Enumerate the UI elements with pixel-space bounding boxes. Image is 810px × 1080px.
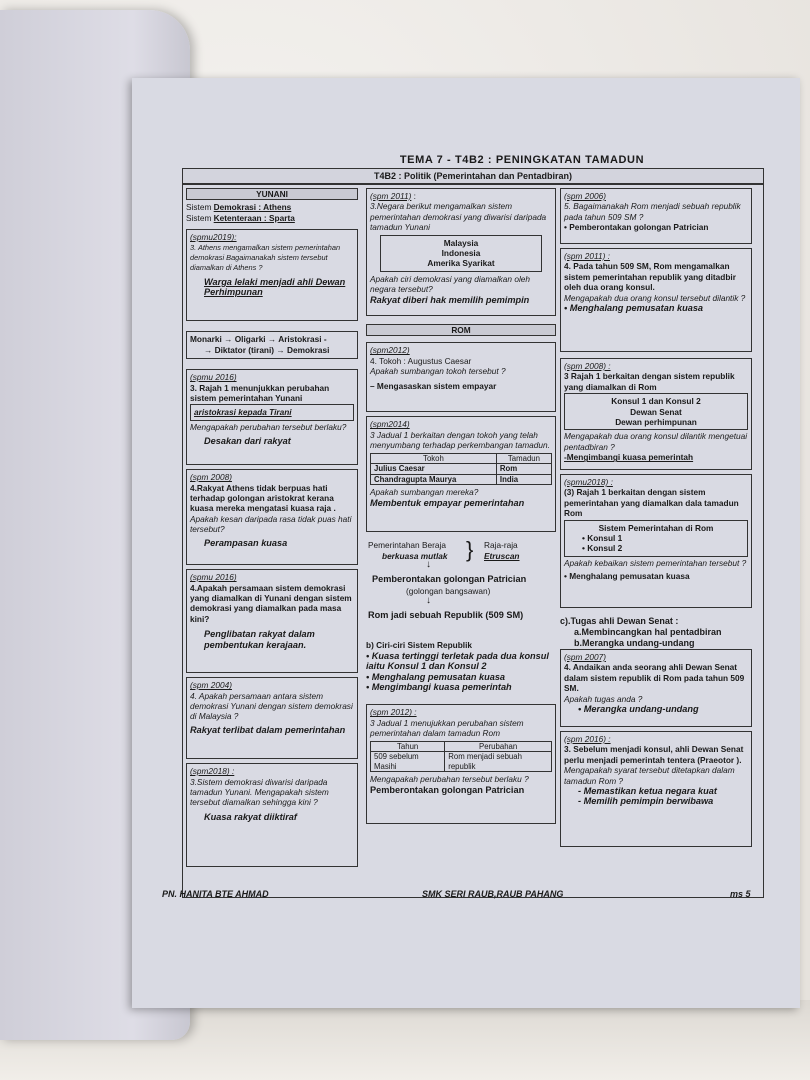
question-text: (3) Rajah 1 berkaitan dengan sistem pemerintahan yang diamalkan dala tamadun Rom <box>564 487 739 519</box>
arrow-down-icon: ↓ <box>426 559 431 571</box>
answer-text: Kuasa rakyat diiktiraf <box>204 811 297 822</box>
answer-text: - Memilih pemimpin berwibawa <box>578 796 714 807</box>
question-prompt: Mengapakah syarat tersebut ditetapkan dalam tamadun Rom ? <box>564 765 735 786</box>
answer-text: Desakan dari rakyat <box>204 436 291 447</box>
answer-text: Penglibatan rakyat dalam pembentukan kerajaan. <box>204 629 315 650</box>
question-dua-konsul <box>560 248 752 352</box>
answer-text: • Menghalang pemusatan kuasa <box>564 303 704 314</box>
question-text: 4. Apakah persamaan antara sistem demokrasi Yunani dengan sistem demokrasi di Malaysia ? <box>190 690 353 722</box>
question-text: 3.Sistem demokrasi diwarisi daripada tamadun Yunani. Mengapakah sistem tersebut diamalkan sehingga kini ? <box>190 776 329 808</box>
question-kebaikan <box>560 474 752 608</box>
page-subtitle: T4B2 : Politik (Pemerintahan dan Pentadbiran) <box>182 168 764 184</box>
answer-text: • Pemberontakan golongan Patrician <box>564 222 709 233</box>
column-yunani <box>186 188 358 871</box>
answer-text: Pemberontakan golongan Patrician <box>370 784 525 795</box>
ciri-title: b) Ciri-ciri Sistem Republik <box>366 640 473 651</box>
question-text: 4. Tokoh : Augustus Caesar <box>370 355 472 366</box>
tugas-title: c).Tugas ahli Dewan Senat : <box>560 616 679 626</box>
question-text: 5. Bagaimanakah Rom menjadi sebuah republik pada tahun 509 SM ? <box>564 201 741 222</box>
brace-icon: } <box>466 537 474 563</box>
footer-page: ms 5 <box>730 889 751 899</box>
question-prompt: Apakah ciri demokrasi yang diamalkan oleh negara tersebut? <box>370 273 531 295</box>
question-prompt: Apakah sumbangan tokoh tersebut ? <box>370 366 506 377</box>
question-prompt: Mengapakah perubahan tersebut berlaku ? <box>370 774 529 785</box>
list-item: Dewan perhimpunan <box>615 417 697 428</box>
table-header: Tamadun <box>496 453 551 464</box>
list-item: Konsul 1 dan Konsul 2 <box>611 396 701 407</box>
chain-line-2: → Diktator (tirani) → Demokrasi <box>204 344 330 355</box>
list-item: • Mengimbangi kuasa pemerintah <box>366 682 512 693</box>
rom-header: ROM <box>366 324 556 336</box>
column-rom-1 <box>366 188 556 828</box>
answer-text: - Memastikan ketua negara kuat <box>578 786 717 797</box>
question-text: 3.Negara berikut mengamalkan sistem pemerintahan demokrasi yang diwarisi daripada tamadun Yunani <box>370 201 547 233</box>
question-prompt: Apakah kesan daripada rasa tidak puas hati tersebut? <box>190 513 352 535</box>
question-tugas <box>560 649 752 727</box>
chain-line-1: Monarki → Oligarki → Aristokrasi - <box>190 334 327 345</box>
question-text: 3. Rajah 1 menunjukkan perubahan sistem pemerintahan Yunani <box>190 382 330 404</box>
question-prompt: Apakah tugas anda ? <box>564 693 643 704</box>
answer-text: Rakyat terlibat dalam pemerintahan <box>190 724 346 735</box>
question-tag: (spm 2004) <box>190 680 232 691</box>
book-page <box>132 78 800 1008</box>
answer-text: – Mengasaskan sistem empayar <box>370 380 497 391</box>
figure-box: aristokrasi kepada Tirani <box>190 404 354 420</box>
question-aristokrat <box>186 469 358 565</box>
figure-title: Sistem Pemerintahan di Rom <box>598 522 714 533</box>
answer-text: Membentuk empayar pemerintahan <box>370 497 525 508</box>
table-header: Tokoh <box>371 453 497 464</box>
question-tag: (spm 2011) : <box>564 251 610 261</box>
list-item: Dewan Senat <box>630 406 682 417</box>
list-item: • Kuasa tertinggi terletak pada dua konsul iaitu Konsul 1 dan Konsul 2 <box>366 650 549 672</box>
sistem-demokrasi: Sistem Demokrasi : Athens <box>186 202 292 213</box>
arrow-down-icon: ↓ <box>426 595 431 607</box>
answer-text: -Mengimbangi kuasa pemerintah <box>564 452 694 463</box>
sistem-chain <box>186 331 358 359</box>
answer-text: Warga lelaki menjadi ahli Dewan Perhimpunan <box>204 276 346 298</box>
question-text: 3 Jadual 1 menujukkan perubahan sistem pemerintahan dalam tamadun Rom <box>370 717 524 739</box>
page-title: TEMA 7 - T4B2 : PENINGKATAN TAMADUN <box>399 154 645 166</box>
question-republik-509 <box>560 188 752 244</box>
tugas-senat <box>560 616 752 649</box>
yunani-header: YUNANI <box>186 188 358 200</box>
flow-mid: Pemberontakan golongan Patrician <box>372 574 527 585</box>
question-tag: (spm 2012) : <box>370 707 417 718</box>
question-tag: (spmu2018) : <box>564 477 613 487</box>
answer-text: Perampasan kuasa <box>204 537 288 548</box>
table-cell: Julius Caesar <box>371 464 497 475</box>
answer-text: • Menghalang pemusatan kuasa <box>564 571 690 582</box>
question-persamaan-malaysia <box>186 677 358 759</box>
flow-end: Rom jadi sebuah Republik (509 SM) <box>368 610 524 621</box>
question-perubahan <box>186 369 358 465</box>
flow-mid-sub: (golongan bangsawan) <box>406 586 491 597</box>
list-item: Malaysia <box>443 237 479 248</box>
table-cell: Chandragupta Maurya <box>371 474 497 485</box>
table-cell: 509 sebelum Masihi <box>371 752 445 772</box>
question-text: 4.Apakah persamaan sistem demokrasi yang diamalkan di Yunani dengan sistem demokrasi yang diamalkan pada masa kini? <box>190 582 352 624</box>
list-item: Indonesia <box>441 248 481 259</box>
footer-school: SMK SERI RAUB,RAUB PAHANG <box>422 889 564 899</box>
question-text: 4. Andaikan anda seorang ahli Dewan Senat dalam sistem republik di Rom pada tahun 509 SM. <box>564 662 745 694</box>
list-item: Amerika Syarikat <box>427 258 495 269</box>
column-rom-2 <box>560 188 752 851</box>
table-header: Tahun <box>371 741 445 752</box>
question-prompt: Mengapakah dua orang konsul dilantik mengetuai pentadbiran ? <box>564 431 748 452</box>
question-tag: (spm 2011) <box>370 191 412 201</box>
question-augustus <box>366 342 556 412</box>
question-tag: (spmu 2016) <box>190 372 237 383</box>
country-list <box>380 235 542 272</box>
question-diwarisi <box>186 763 358 867</box>
table-cell: Rom <box>496 464 551 475</box>
question-tag: (spm2012) <box>370 345 410 356</box>
question-text: 4.Rakyat Athens tidak berpuas hati terhadap golongan aristokrat kerana kuasa mereka mengatasi kuasa raja . <box>190 482 336 514</box>
table-header: Perubahan <box>445 741 552 752</box>
question-prompt: Apakah sumbangan mereka? <box>370 487 479 498</box>
ciri-republik <box>366 640 556 692</box>
republik-figure <box>564 393 748 430</box>
perubahan-table <box>370 741 552 773</box>
question-tag: (spm 2016) : <box>564 734 611 744</box>
question-prompt: Mengapakah dua orang konsul tersebut dilantik ? <box>564 292 746 303</box>
question-perubahan-rom <box>366 704 556 824</box>
list-item: b.Merangka undang-undang <box>574 638 695 648</box>
answer-text: Rakyat diberi hak memilih pemimpin <box>370 294 530 305</box>
question-athens <box>186 229 358 321</box>
question-tag: (spmu 2016) <box>190 572 237 583</box>
question-prompt: Apakah kebaikan sistem pemerintahan tersebut ? <box>564 557 747 568</box>
list-item: • Menghalang pemusatan kuasa <box>366 671 506 682</box>
flow-left: Pemerintahan Beraja berkuasa mutlak <box>368 540 448 561</box>
sistem-ketenteraan: Sistem Ketenteraan : Sparta <box>186 212 295 223</box>
list-item: • Konsul 2 <box>582 543 623 554</box>
question-tag: (spmu2019): <box>190 232 237 243</box>
question-ciri-demokrasi <box>366 188 556 316</box>
list-item: • Konsul 1 <box>582 533 623 544</box>
question-text: 4. Pada tahun 509 SM, Rom mengamalkan sistem pemerintahan republik yang ditadbir oleh dua orang konsul. <box>564 261 736 293</box>
republik-flow <box>366 538 556 638</box>
sistem-figure <box>564 520 748 557</box>
question-text: 3 Jadual 1 berkaitan dengan tokoh yang telah menyumbang terhadap perkembangan tamadun. <box>370 429 550 451</box>
answer-text: • Merangka undang-undang <box>578 704 699 715</box>
question-prompt: Mengapakah perubahan tersebut berlaku? <box>190 421 347 432</box>
flow-right: Raja-raja Etruscan <box>484 540 520 561</box>
question-tag-colon: : <box>413 191 416 201</box>
question-syarat <box>560 731 752 847</box>
question-tag: (spm 2007) <box>564 652 606 662</box>
list-item: a.Membincangkan hal pentadbiran <box>574 627 722 637</box>
question-text: 3. Sebelum menjadi konsul, ahli Dewan Senat perlu menjadi pemerintah tentera (Praeotor ). <box>564 744 744 765</box>
table-cell: India <box>496 474 551 485</box>
question-tag: (spm2014) <box>370 419 410 430</box>
table-cell: Rom menjadi sebuah republik <box>445 752 552 772</box>
question-text: 3. Athens mengamalkan sistem pemerintahan demokrasi Bagaimanakah sistem tersebut diamalkan di Athens ? <box>190 242 341 273</box>
question-text: 3 Rajah 1 berkaitan dengan sistem republik yang diamalkan di Rom <box>564 371 735 392</box>
question-tag: (spm 2006) <box>564 191 606 201</box>
question-tag: (spm 2008) <box>190 472 232 483</box>
tokoh-table <box>370 453 552 486</box>
question-tag: (spm2018) : <box>190 766 235 777</box>
question-tag: (spm 2008) : <box>564 361 611 371</box>
question-sistem-republik <box>560 358 752 470</box>
question-tokoh <box>366 416 556 532</box>
footer-author: PN. HANITA BTE AHMAD <box>162 889 269 899</box>
question-persamaan-kini <box>186 569 358 673</box>
